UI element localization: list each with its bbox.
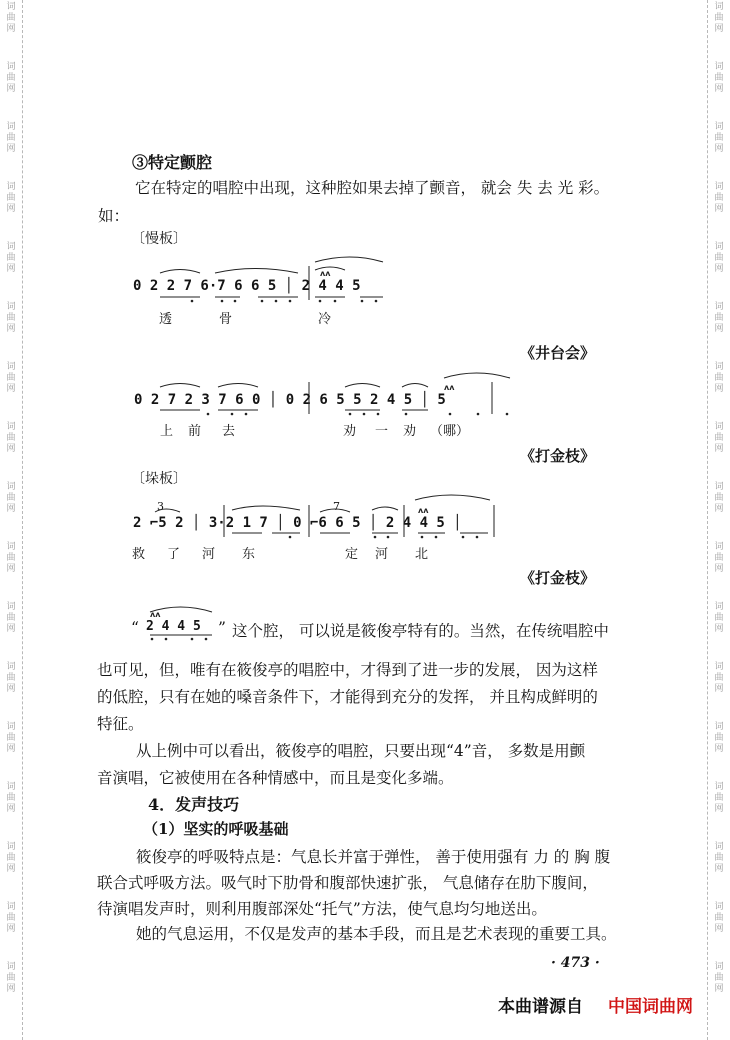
watermark-text: 词 曲 网 <box>714 602 724 634</box>
notation-row-1: 0 2 2 7 6·7 6 6 5 │ 2 4 4 5 <box>133 278 361 294</box>
lyric-row3-5: 河 <box>375 547 389 562</box>
paragraph1-line4: 特征。 <box>97 715 144 733</box>
watermark-text: 词 曲 网 <box>6 782 16 814</box>
page-number: · 473 · <box>551 955 600 971</box>
watermark-text: 词 曲 网 <box>6 122 16 154</box>
subsection-heading-breathing: （1）坚实的呼吸基础 <box>143 820 289 838</box>
slur <box>160 270 200 274</box>
watermark-text: 词 曲 网 <box>6 602 16 634</box>
octave-dot <box>506 413 509 416</box>
octave-dot <box>165 638 168 641</box>
octave-dot <box>334 300 337 303</box>
slur <box>402 384 428 388</box>
lyric-row2-2: 去 <box>222 424 236 439</box>
octave-dot <box>275 300 278 303</box>
quote-close: ” <box>218 619 226 637</box>
lyric-row2-0: 上 <box>160 424 174 439</box>
source-jingtaihui: 《井台会》 <box>520 344 596 362</box>
octave-dot <box>191 300 194 303</box>
watermark-text: 词 曲 网 <box>6 362 16 394</box>
octave-dot <box>205 638 208 641</box>
lyric-row3-4: 定 <box>345 547 359 562</box>
slur <box>155 509 180 512</box>
slur <box>315 257 383 262</box>
watermark-text: 词 曲 网 <box>714 62 724 94</box>
tremolo-mark: ʌʌ <box>320 269 331 278</box>
paragraph2-line2: 音演唱，它被使用在各种情感中，而且是变化多端。 <box>97 769 454 787</box>
watermark-text: 词 曲 网 <box>6 182 16 214</box>
octave-dot <box>349 413 352 416</box>
lyric-row3-6: 北 <box>415 547 429 562</box>
octave-dot <box>231 413 234 416</box>
paragraph3-line1: 筱俊亭的呼吸特点是：气息长并富于弹性， 善于使用强有 力 的 胸 腹 <box>136 848 611 866</box>
watermark-text: 词 曲 网 <box>714 782 724 814</box>
slur <box>444 373 510 378</box>
lyric-row2-1: 前 <box>188 424 202 439</box>
tremolo-mark: ʌʌ <box>418 506 429 515</box>
watermark-text: 词 曲 网 <box>6 842 16 874</box>
watermark-text: 词 曲 网 <box>6 542 16 574</box>
lyric-row2-6: （哪） <box>430 424 470 439</box>
tempo-marker-manban: 〔慢板〕 <box>131 231 187 247</box>
lyric-row2-3: 劝 <box>343 424 357 439</box>
quote-open: “ <box>131 619 139 637</box>
watermark-text: 词 曲 网 <box>6 902 16 934</box>
watermark-text: 词 曲 网 <box>6 422 16 454</box>
watermark-text: 词 曲 网 <box>714 482 724 514</box>
tremolo-mark: ʌʌ <box>150 610 161 619</box>
octave-dot <box>449 413 452 416</box>
grace-note-1: 3 <box>157 500 164 513</box>
watermark-text: 词 曲 网 <box>714 2 724 34</box>
lyric-row1-1: 骨 <box>219 312 233 327</box>
footer-site-name: 中国词曲网 <box>608 997 693 1017</box>
octave-dot <box>245 413 248 416</box>
lyric-row2-4: 一 <box>375 424 389 439</box>
tremolo-mark: ʌʌ <box>444 383 455 392</box>
slur <box>218 384 258 388</box>
watermark-text: 词 曲 网 <box>6 962 16 994</box>
grace-note-2: 7 <box>333 500 340 513</box>
octave-dot <box>377 413 380 416</box>
octave-dot <box>476 536 479 539</box>
octave-dot <box>261 300 264 303</box>
octave-dot <box>477 413 480 416</box>
watermark-text: 词 曲 网 <box>714 962 724 994</box>
octave-dot <box>289 536 292 539</box>
watermark-text: 词 曲 网 <box>714 842 724 874</box>
slur <box>345 384 380 388</box>
slur <box>320 509 350 512</box>
slur <box>160 384 200 388</box>
slur <box>372 507 398 510</box>
lyric-row3-1: 了 <box>167 547 181 562</box>
octave-dot <box>374 536 377 539</box>
intro-line-2: 如： <box>98 207 130 225</box>
intro-line-1: 它在特定的唱腔中出现，这种腔如果去掉了颤音， 就会 失 去 光 彩。 <box>135 179 610 197</box>
watermark-text: 词 曲 网 <box>714 422 724 454</box>
octave-dot <box>234 300 237 303</box>
lyric-row1-2: 冷 <box>318 312 332 327</box>
octave-dot <box>221 300 224 303</box>
watermark-text: 词 曲 网 <box>714 662 724 694</box>
watermark-text: 词 曲 网 <box>6 62 16 94</box>
heading-special-vibrato: ③特定颤腔 <box>132 153 213 172</box>
octave-dot <box>435 536 438 539</box>
slur <box>232 506 300 510</box>
lyric-row3-2: 河 <box>202 547 216 562</box>
paragraph2-line1: 从上例中可以看出，筱俊亭的唱腔，只要出现“4”音， 多数是用颤 <box>136 742 586 760</box>
paragraph4-line1: 她的气息运用，不仅是发声的基本手段，而且是艺术表现的重要工具。 <box>136 925 617 943</box>
watermark-text: 词 曲 网 <box>714 362 724 394</box>
source-dajinzhi-2: 《打金枝》 <box>520 569 596 587</box>
watermark-text: 词 曲 网 <box>714 302 724 334</box>
watermark-text: 词 曲 网 <box>714 242 724 274</box>
lyric-row1-0: 透 <box>159 312 173 327</box>
watermark-text: 词 曲 网 <box>714 182 724 214</box>
octave-dot <box>207 413 210 416</box>
octave-dot <box>462 536 465 539</box>
inline-notation: 2 4 4 5 <box>146 619 201 634</box>
slur <box>415 495 490 500</box>
notation-row-2: 0 2 7 2 3 7 6 0 │ 0 2 6 5 5 2 4 5 │ 5 <box>134 392 446 408</box>
watermark-text: 词 曲 网 <box>6 2 16 34</box>
watermark-text: 词 曲 网 <box>714 902 724 934</box>
octave-dot <box>319 300 322 303</box>
paragraph3-line2: 联合式呼吸方法。吸气时下肋骨和腹部快速扩张， 气息储存在肋下腹间， <box>97 874 598 892</box>
octave-dot <box>421 536 424 539</box>
paragraph1-line1: 这个腔， 可以说是筱俊亭特有的。当然，在传统唱腔中 <box>232 622 609 640</box>
octave-dot <box>289 300 292 303</box>
slur <box>215 269 298 274</box>
octave-dot <box>405 413 408 416</box>
octave-dot <box>151 638 154 641</box>
octave-dot <box>361 300 364 303</box>
paragraph1-line3: 的低腔，只有在她的嗓音条件下，才能得到充分的发挥， 并且构成鲜明的 <box>97 688 598 706</box>
lyric-row2-5: 劝 <box>403 424 417 439</box>
watermark-text: 词 曲 网 <box>6 662 16 694</box>
watermark-text: 词 曲 网 <box>6 302 16 334</box>
octave-dot <box>375 300 378 303</box>
footer-source-label: 本曲谱源自 <box>498 997 583 1017</box>
section-heading-vocal-technique: 4．发声技巧 <box>148 795 240 814</box>
lyric-row3-0: 救 <box>132 547 146 562</box>
octave-dot <box>387 536 390 539</box>
notation-row-3: 2 ⌐5 2 │ 3·2 1 7 │ 0 ⌐6 6 5 │ 2 4 4 5 │ <box>133 515 462 531</box>
lyric-row3-3: 东 <box>242 547 256 562</box>
watermark-text: 词 曲 网 <box>714 122 724 154</box>
source-dajinzhi-1: 《打金枝》 <box>520 447 596 465</box>
octave-dot <box>363 413 366 416</box>
watermark-text: 词 曲 网 <box>714 542 724 574</box>
paragraph3-line3: 待演唱发声时，则利用腹部深处“托气”方法，使气息均匀地送出。 <box>97 900 547 918</box>
paragraph1-line2: 也可见，但，唯有在筱俊亭的唱腔中，才得到了进一步的发展， 因为这样 <box>97 661 598 679</box>
octave-dot <box>191 638 194 641</box>
watermark-text: 词 曲 网 <box>6 482 16 514</box>
watermark-text: 词 曲 网 <box>714 722 724 754</box>
watermark-text: 词 曲 网 <box>6 722 16 754</box>
watermark-text: 词 曲 网 <box>6 242 16 274</box>
tempo-marker-duoban: 〔垛板〕 <box>131 471 187 487</box>
